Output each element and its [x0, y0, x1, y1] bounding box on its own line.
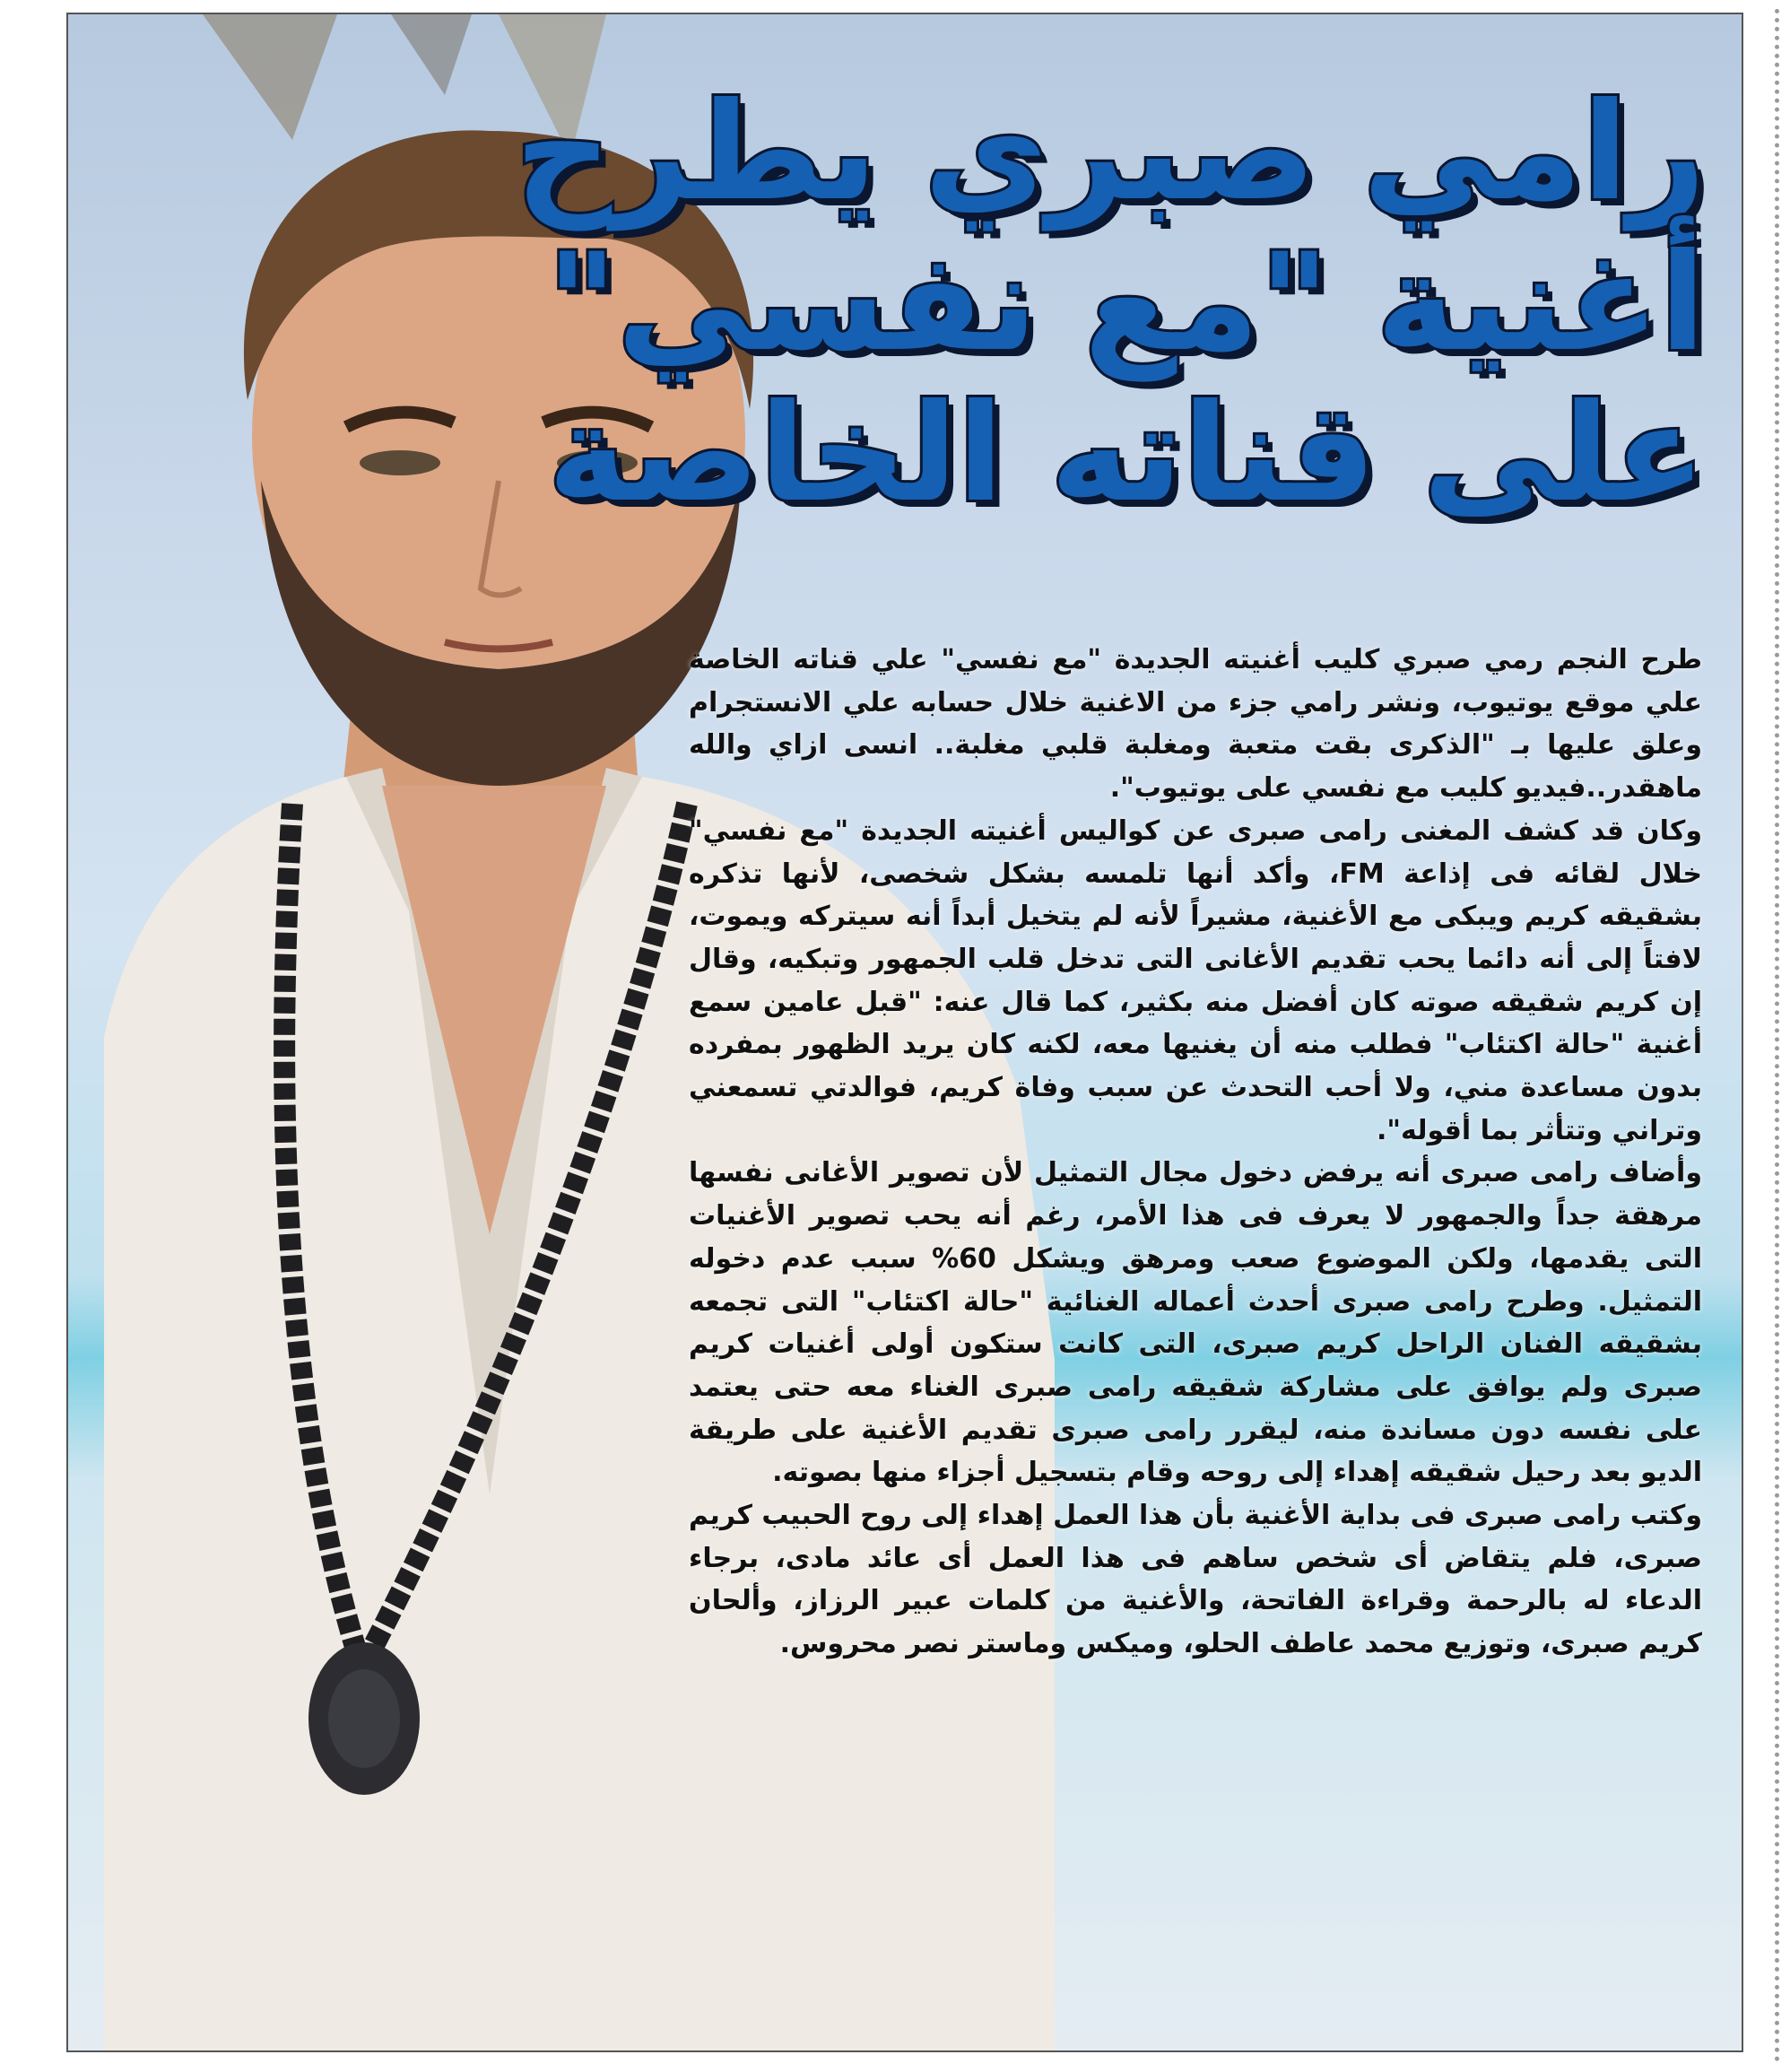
column-divider — [1775, 9, 1779, 2063]
headline — [515, 74, 1706, 532]
paragraph-2: وكان قد كشف المغنى رامى صبرى عن كواليس أغنيته الجديدة "مع نفسي" خلال لقائه فى إذاعة FM، وأكد أنها تلمسه بشكل شخصى، لأنها تذكره بشقيقه كريم ويبكى مع الأغنية، مشيراً لأنه لم يتخيل أبداً أنه سيتركه ويموت، لافتاً إلى أنه دائما يحب تقديم الأغانى التى تدخل قلب الجمهور وتبكيه، وقال إن كريم شقيقه صوته كان أفضل منه بكثير، كما قال عنه: "قبل عامين سمع أغنية "حالة اكتئاب" فطلب منه أن يغنيها معه، لكنه كان يريد الظهور بمفرده بدون مساعدة مني، ولا أحب التحدث عن سبب وفاة كريم، فوالدتي تسمعني وتراني وتتأثر بما أقوله". — [689, 814, 1702, 1146]
headline-line-2: أغنية "مع نفسي" — [546, 225, 1706, 381]
paragraph-4: وكتب رامى صبرى فى بداية الأغنية بأن هذا العمل إهداء إلى روح الحبيب كريم صبرى، فلم يتقاض أى شخص ساهم فى هذا العمل أى عائد مادى، برجاء الدعاء له بالرحمة وقراءة الفاتحة، والأغنية من كلمات عبير الرزاز، وألحان كريم صبرى، وتوزيع محمد عاطف الحلو، وميكس وماستر نصر محروس. — [689, 1500, 1702, 1660]
paragraph-1: طرح النجم رمي صبري كليب أغنيته الجديدة "مع نفسي" علي قناته الخاصة علي موقع يوتيوب، ونشر رامي جزء من الاغنية خلال حسابه علي الانستجرام وعلق عليها بـ "الذكرى بقت متعبة ومغلبة قلبي مغلبة.. انسى ازاي والله ماهقدر..فيديو كليب مع نفسي على يوتيوب". — [689, 644, 1702, 805]
paragraph-3: وأضاف رامى صبرى أنه يرفض دخول مجال التمثيل لأن تصوير الأغانى نفسها مرهقة جداً والجمهور لا يعرف فى هذا الأمر، رغم أنه يحب تصوير الأغنيات التى يقدمها، ولكن الموضوع صعب ومرهق ويشكل 60% سبب عدم دخوله التمثيل. وطرح رامى صبرى أحدث أعماله الغنائية "حالة اكتئاب" التى تجمعه بشقيقه الفنان الراحل كريم صبرى، التى كانت ستكون أولى أغنيات كريم صبرى ولم يوافق على مشاركة شقيقه رامى صبرى الغناء معه حتى يعتمد على نفسه دون مساندة منه، ليقرر رامى صبرى تقديم الأغنية على طريقة الديو بعد رحيل شقيقه إهداء إلى روحه وقام بتسجيل أجزاء منها بصوته. — [689, 1157, 1702, 1489]
headline-line-3: على قناته الخاصة — [547, 376, 1706, 532]
headline-line-1: رامي صبري يطرح — [515, 74, 1706, 231]
article-body — [689, 639, 1702, 1666]
article-panel — [66, 13, 1743, 2052]
